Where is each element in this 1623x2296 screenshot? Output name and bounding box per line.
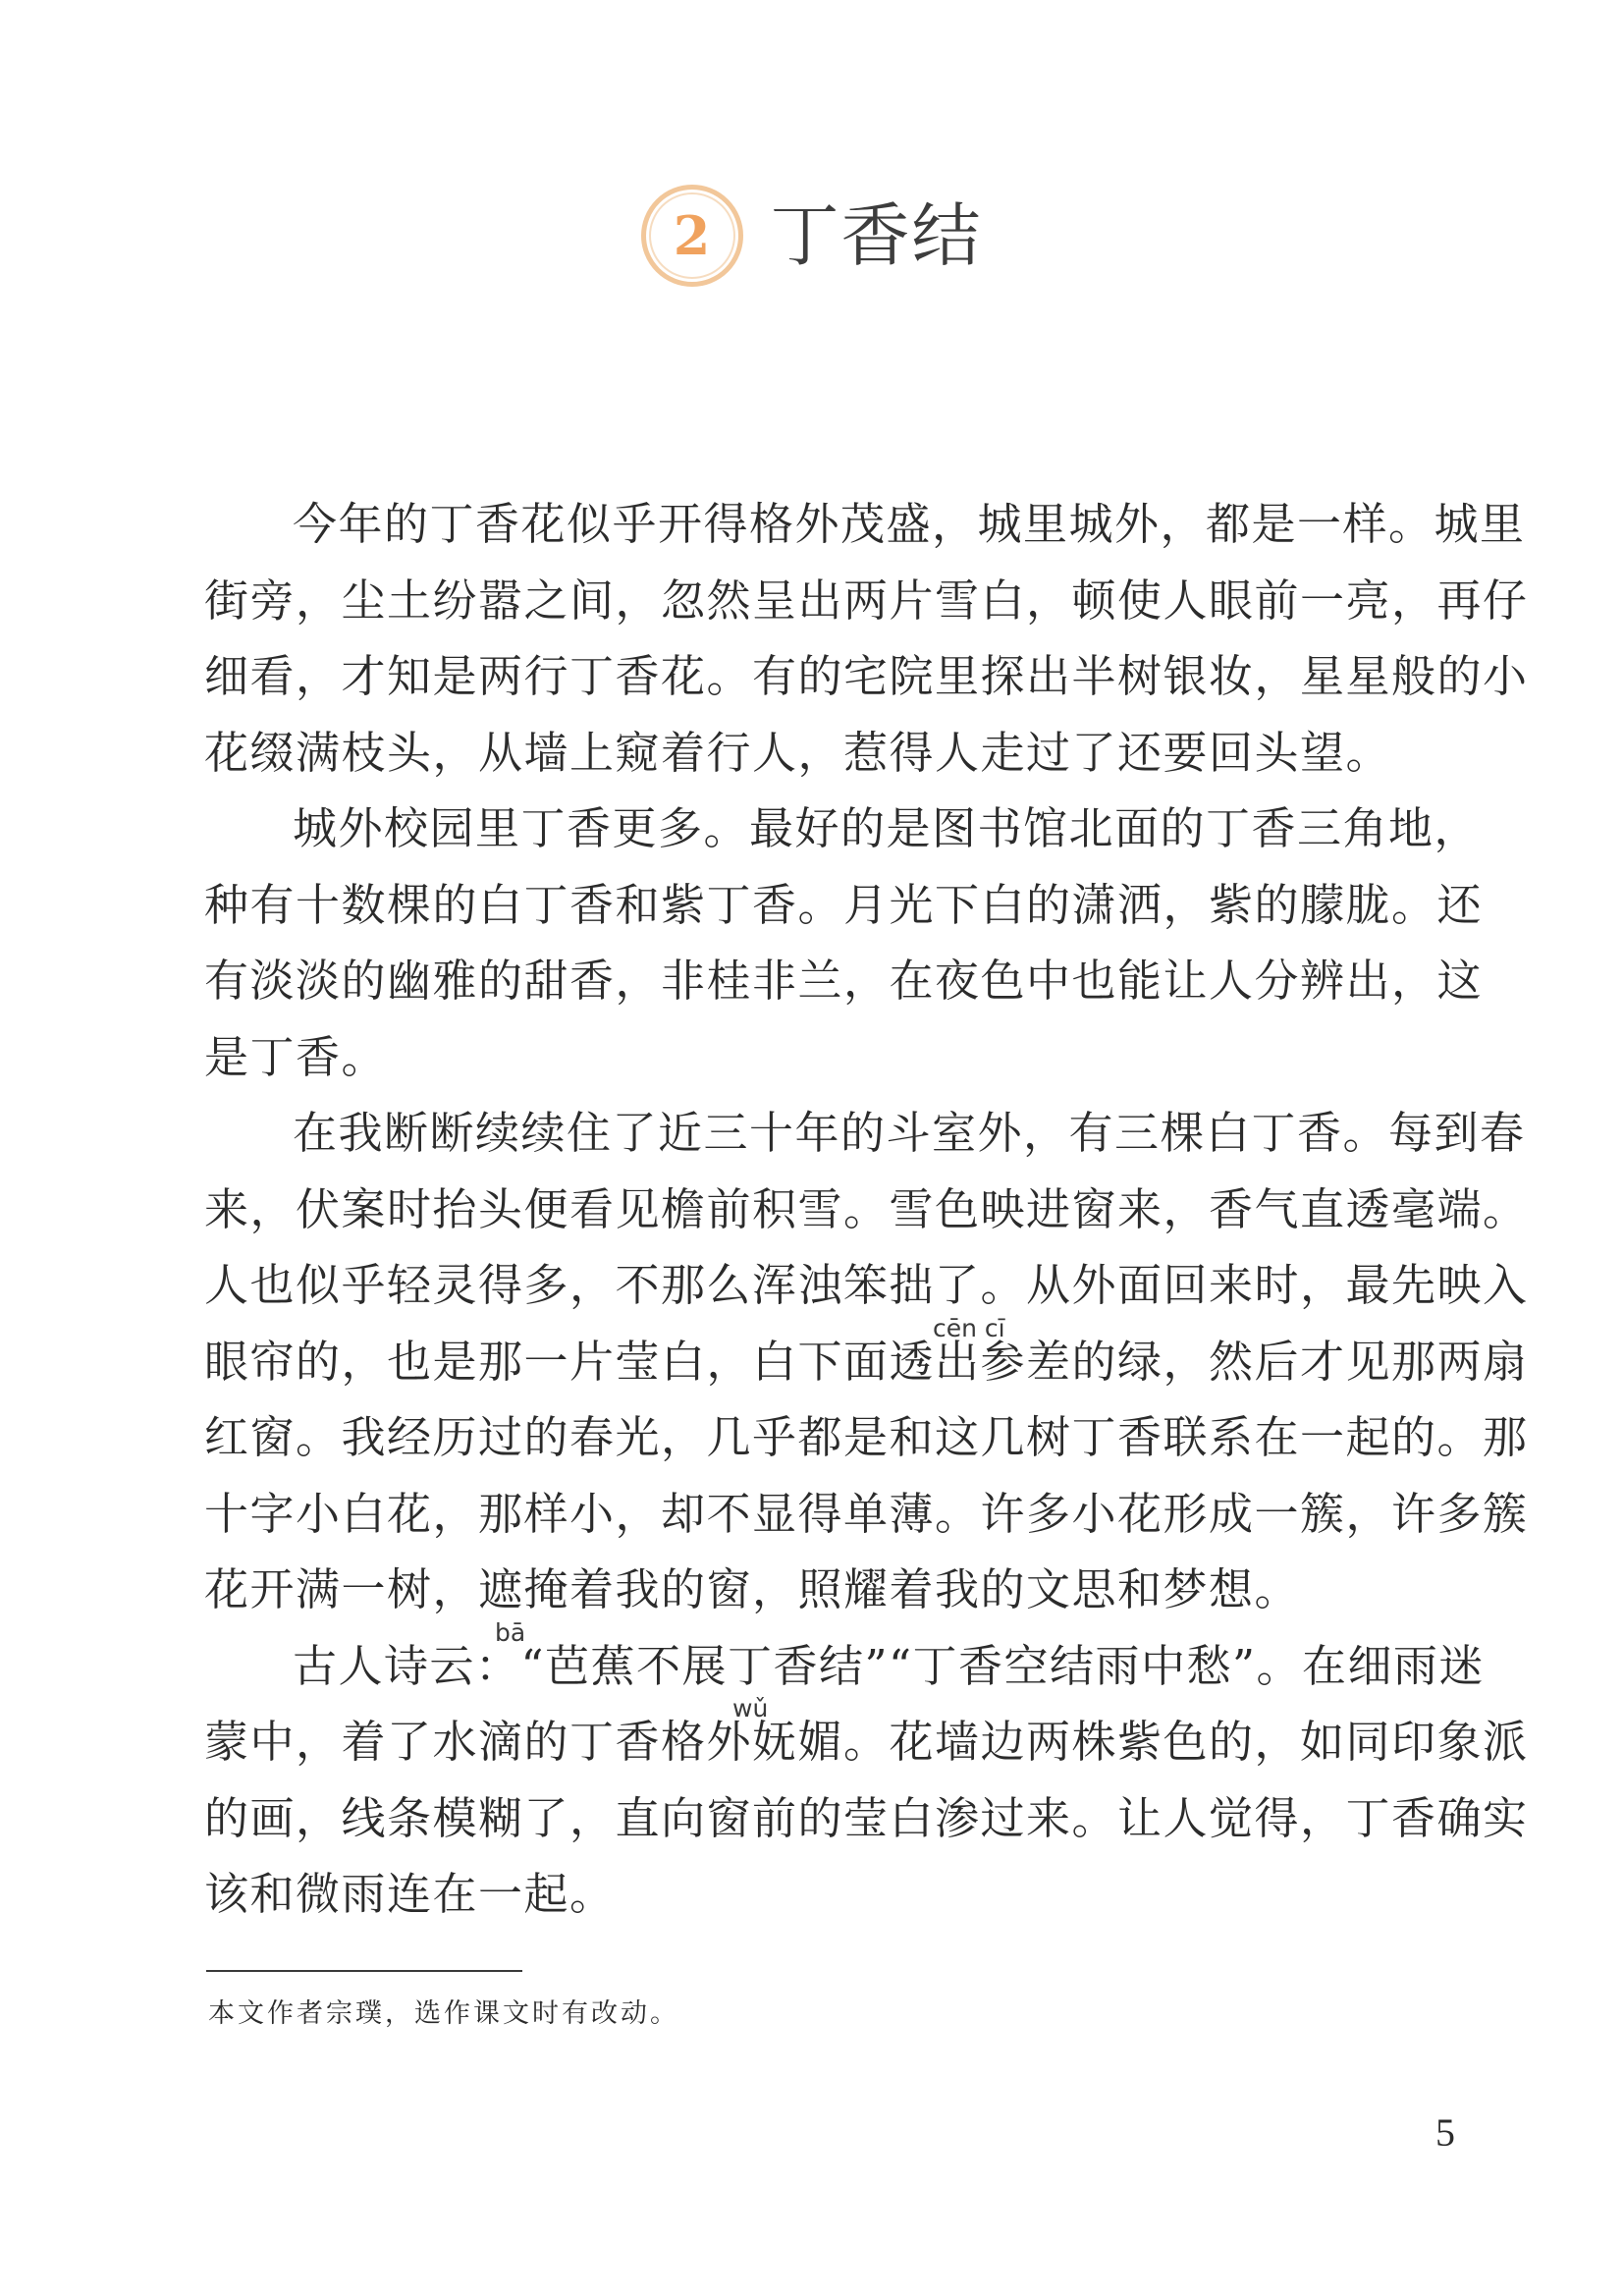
text-line: 细看，才知是两行丁香花。有的宅院里探出半树银妆，星星般的小 (204, 650, 1529, 702)
text-line: 该和微雨连在一起。 (204, 1868, 616, 1920)
text-line: 古人诗云：“芭蕉不展丁香结”“丁香空结雨中愁”。在细雨迷 (293, 1639, 1486, 1692)
text-line: 人也似乎轻灵得多，不那么浑浊笨拙了。从外面回来时，最先映入 (204, 1259, 1529, 1311)
text-line: 眼帘的，也是那一片莹白，白下面透出参差的绿，然后才见那两扇 (204, 1335, 1529, 1388)
pinyin-cenci: cēn cī (933, 1313, 1005, 1342)
text-line: 有淡淡的幽雅的甜香，非桂非兰，在夜色中也能让人分辨出，这 (204, 955, 1484, 1007)
page-number: 5 (1435, 2110, 1455, 2155)
lesson-number: 2 (673, 204, 711, 267)
text-line-with-pinyin (204, 1694, 1529, 1780)
text-line-with-pinyin (204, 1617, 1486, 1705)
text-line: 蒙中，着了水滴的丁香格外妩媚。花墙边两株紫色的，如同印象派 (204, 1716, 1529, 1768)
lesson-title-text: 丁香结 (770, 195, 983, 276)
lesson-title (0, 185, 1623, 287)
text-line: 城外校园里丁香更多。最好的是图书馆北面的丁香三角地， (293, 802, 1481, 854)
text-line: 十字小白花，那样小，却不显得单薄。许多小花形成一簇，许多簇 (204, 1487, 1529, 1540)
text-line: 花缀满枝头，从墙上窥着行人，惹得人走过了还要回头望。 (204, 726, 1392, 779)
text-line: 红窗。我经历过的春光，几乎都是和这几树丁香联系在一起的。那 (204, 1411, 1529, 1463)
text-line: 来，伏案时抬头便看见檐前积雪。雪色映进窗来，香气直透毫端。 (204, 1182, 1529, 1235)
text-line: 花开满一树，遮掩着我的窗，照耀着我的文思和梦想。 (204, 1563, 1301, 1615)
pinyin-wu: wǔ (732, 1694, 769, 1722)
text-line: 街旁，尘土纷嚣之间，忽然呈出两片雪白，顿使人眼前一亮，再仔 (204, 574, 1529, 627)
text-line: 种有十数棵的白丁香和紫丁香。月光下白的潇洒，紫的朦胧。还 (204, 878, 1484, 931)
pinyin-ba: bā (495, 1617, 526, 1647)
text-line: 的画，线条模糊了，直向窗前的莹白渗过来。让人觉得，丁香确实 (204, 1791, 1529, 1844)
text-line: 是丁香。 (204, 1030, 388, 1083)
footnote-divider (206, 1970, 522, 1972)
text-line-with-pinyin (204, 1313, 1529, 1400)
footnote: 本文作者宗璞，选作课文时有改动。 (208, 1998, 679, 2029)
article-body (204, 486, 1529, 1933)
lesson-number-badge (641, 185, 743, 287)
text-line: 在我断断续续住了近三十年的斗室外，有三棵白丁香。每到春 (293, 1107, 1526, 1159)
text-line: 今年的丁香花似乎开得格外茂盛，城里城外，都是一样。城里 (293, 498, 1526, 550)
